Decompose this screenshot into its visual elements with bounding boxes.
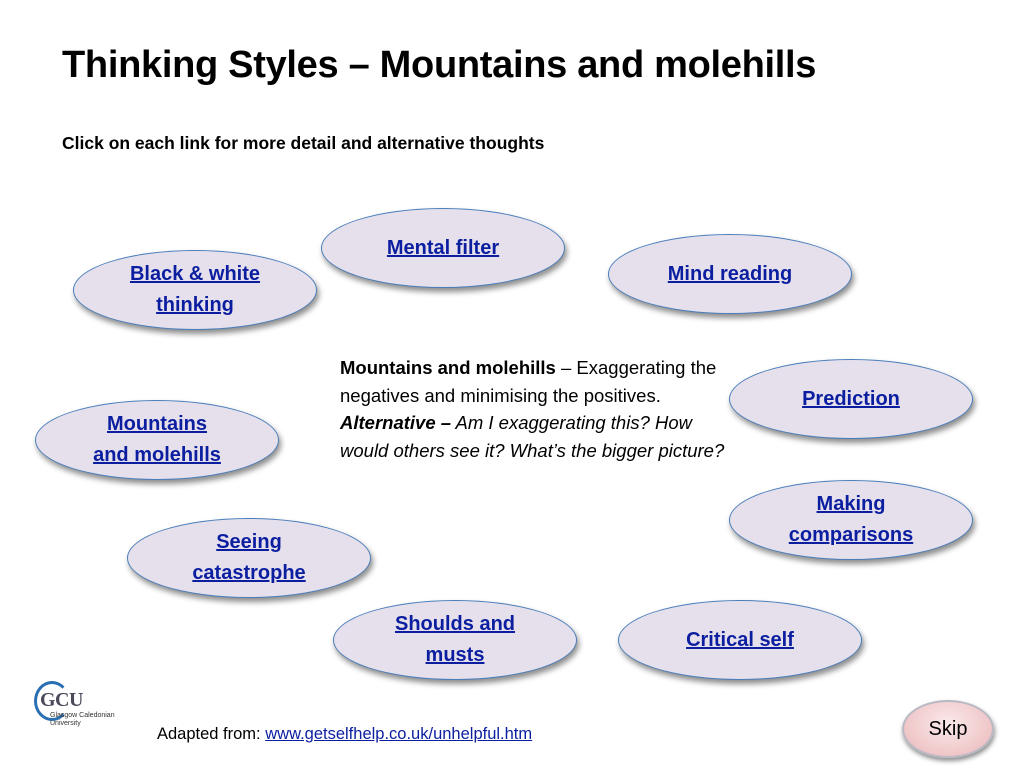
- footer-attribution: [157, 725, 532, 744]
- gcu-logo: [34, 681, 144, 733]
- seeing-catastrophe-link[interactable]: Seeing catastrophe: [192, 531, 306, 584]
- page-subtitle: Click on each link for more detail and alternative thoughts: [62, 133, 545, 153]
- detail-term: Mountains and molehills: [340, 357, 556, 378]
- detail-text: [340, 354, 725, 464]
- link-prediction-oval[interactable]: [729, 359, 973, 439]
- link-shoulds-musts-oval[interactable]: [333, 600, 577, 680]
- detail-alternative-text: Am I exaggerating this? How would others see it? What’s the bigger picture?: [340, 412, 725, 461]
- link-mind-reading-oval[interactable]: [608, 234, 852, 314]
- mind-reading-link[interactable]: Mind reading: [667, 262, 793, 285]
- source-link[interactable]: www.getselfhelp.co.uk/unhelpful.htm: [265, 725, 533, 743]
- link-mental-filter-oval[interactable]: [321, 208, 565, 288]
- skip-button[interactable]: Skip: [902, 700, 994, 758]
- making-comparisons-link[interactable]: Making comparisons: [788, 493, 914, 546]
- link-making-comparisons-oval[interactable]: [729, 480, 973, 560]
- detail-alternative-label: Alternative –: [340, 412, 452, 433]
- link-critical-self-oval[interactable]: [618, 600, 862, 680]
- prediction-link[interactable]: Prediction: [802, 387, 900, 410]
- black-white-thinking-link[interactable]: Black & white thinking: [129, 263, 261, 316]
- mental-filter-link[interactable]: Mental filter: [386, 236, 500, 259]
- logo-university-name: Glasgow Caledonian University: [50, 712, 115, 727]
- logo-mark: GCU: [40, 689, 83, 711]
- page-title: Thinking Styles – Mountains and molehills: [62, 44, 817, 86]
- critical-self-link[interactable]: Critical self: [686, 628, 794, 651]
- footer-prefix: Adapted from:: [157, 725, 266, 743]
- shoulds-musts-link[interactable]: Shoulds and musts: [395, 613, 515, 666]
- link-mountains-oval[interactable]: [35, 400, 279, 480]
- detail-definition: – Exaggerating the negatives and minimising the positives.: [340, 357, 717, 406]
- link-black-white-oval[interactable]: [73, 250, 317, 330]
- mountains-molehills-link[interactable]: Mountains and molehills: [93, 413, 221, 466]
- link-seeing-catastrophe-oval[interactable]: [127, 518, 371, 598]
